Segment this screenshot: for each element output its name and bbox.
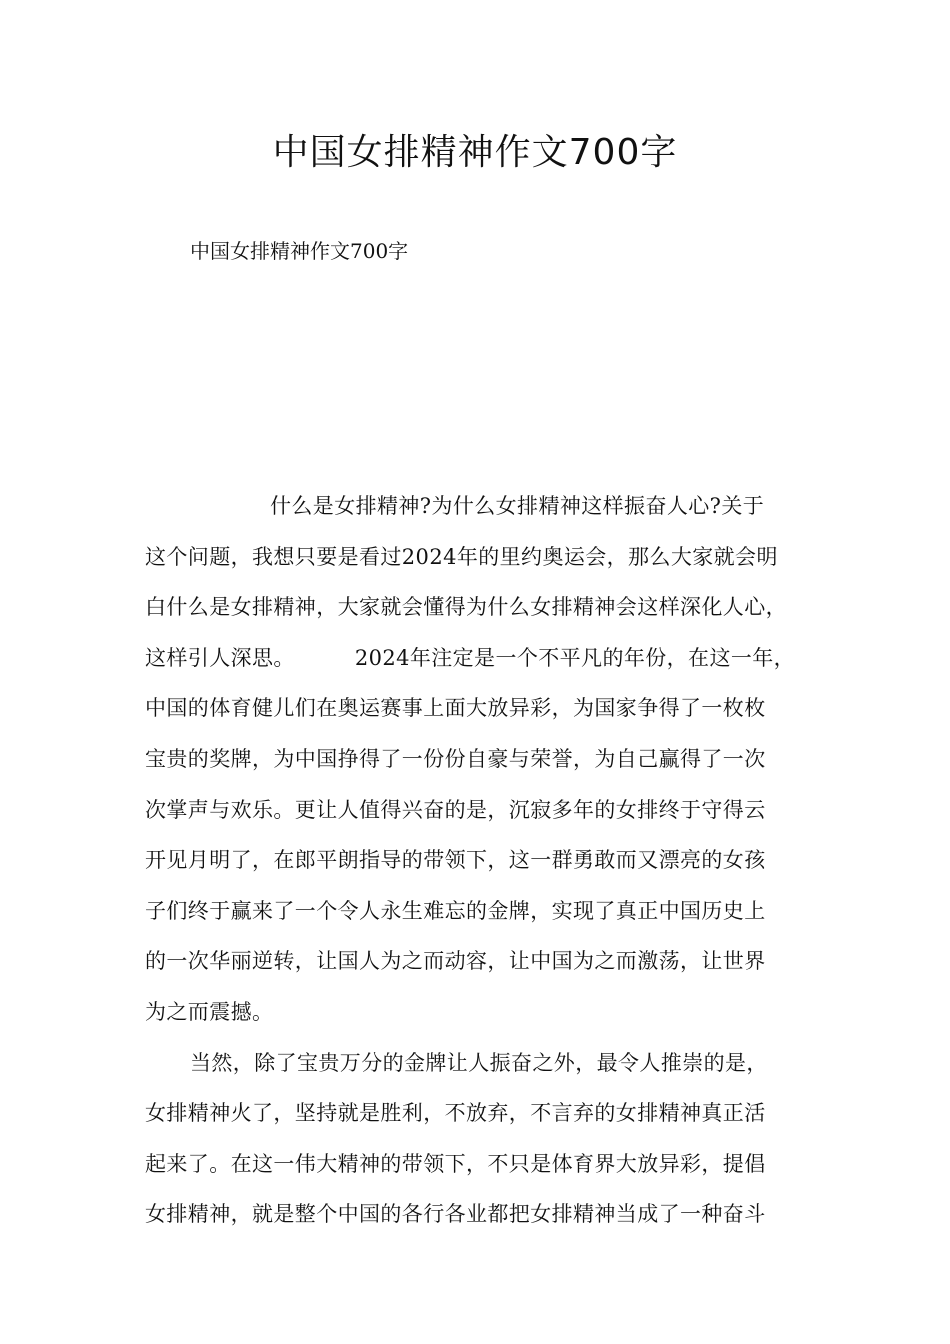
body-line: 宝贵的奖牌，为中国挣得了一份份自豪与荣誉，为自己赢得了一次: [145, 746, 766, 771]
document-subtitle: 中国女排精神作文700字: [190, 239, 409, 263]
body-line: 这个问题，我想只要是看过2024年的里约奥运会，那么大家就会明: [145, 544, 778, 569]
body-line: 女排精神火了，坚持就是胜利，不放弃，不言弃的女排精神真正活: [145, 1101, 766, 1126]
body-line: 为之而震撼。: [145, 999, 274, 1024]
document-body: [145, 481, 835, 1240]
body-line: 白什么是女排精神，大家就会懂得为什么女排精神会这样深化人心，: [145, 595, 787, 620]
body-line: 次掌声与欢乐。更让人值得兴奋的是，沉寂多年的女排终于守得云: [145, 797, 766, 822]
body-line: 开见月明了，在郎平朗指导的带领下，这一群勇敢而又漂亮的女孩: [145, 848, 766, 873]
body-line: 女排精神，就是整个中国的各行各业都把女排精神当成了一种奋斗: [145, 1202, 766, 1227]
body-line-segment: 这样引人深思。: [145, 645, 295, 670]
body-line: 中国的体育健儿们在奥运赛事上面大放异彩，为国家争得了一枚枚: [145, 696, 766, 721]
body-line: 子们终于赢来了一个令人永生难忘的金牌，实现了真正中国历史上: [145, 898, 766, 923]
body-line: [145, 633, 835, 684]
body-line: 当然，除了宝贵万分的金牌让人振奋之外，最令人推崇的是，: [190, 1050, 768, 1075]
body-line-segment: 2024年注定是一个不平凡的年份，在这一年，: [354, 645, 796, 670]
body-line: 什么是女排精神?为什么女排精神这样振奋人心?关于: [270, 494, 765, 518]
body-line: 起来了。在这一伟大精神的带领下，不只是体育界大放异彩，提倡: [145, 1151, 766, 1176]
body-line: 的一次华丽逆转，让国人为之而动容，让中国为之而激荡，让世界: [145, 949, 766, 974]
document-title: 中国女排精神作文700字: [272, 132, 678, 173]
